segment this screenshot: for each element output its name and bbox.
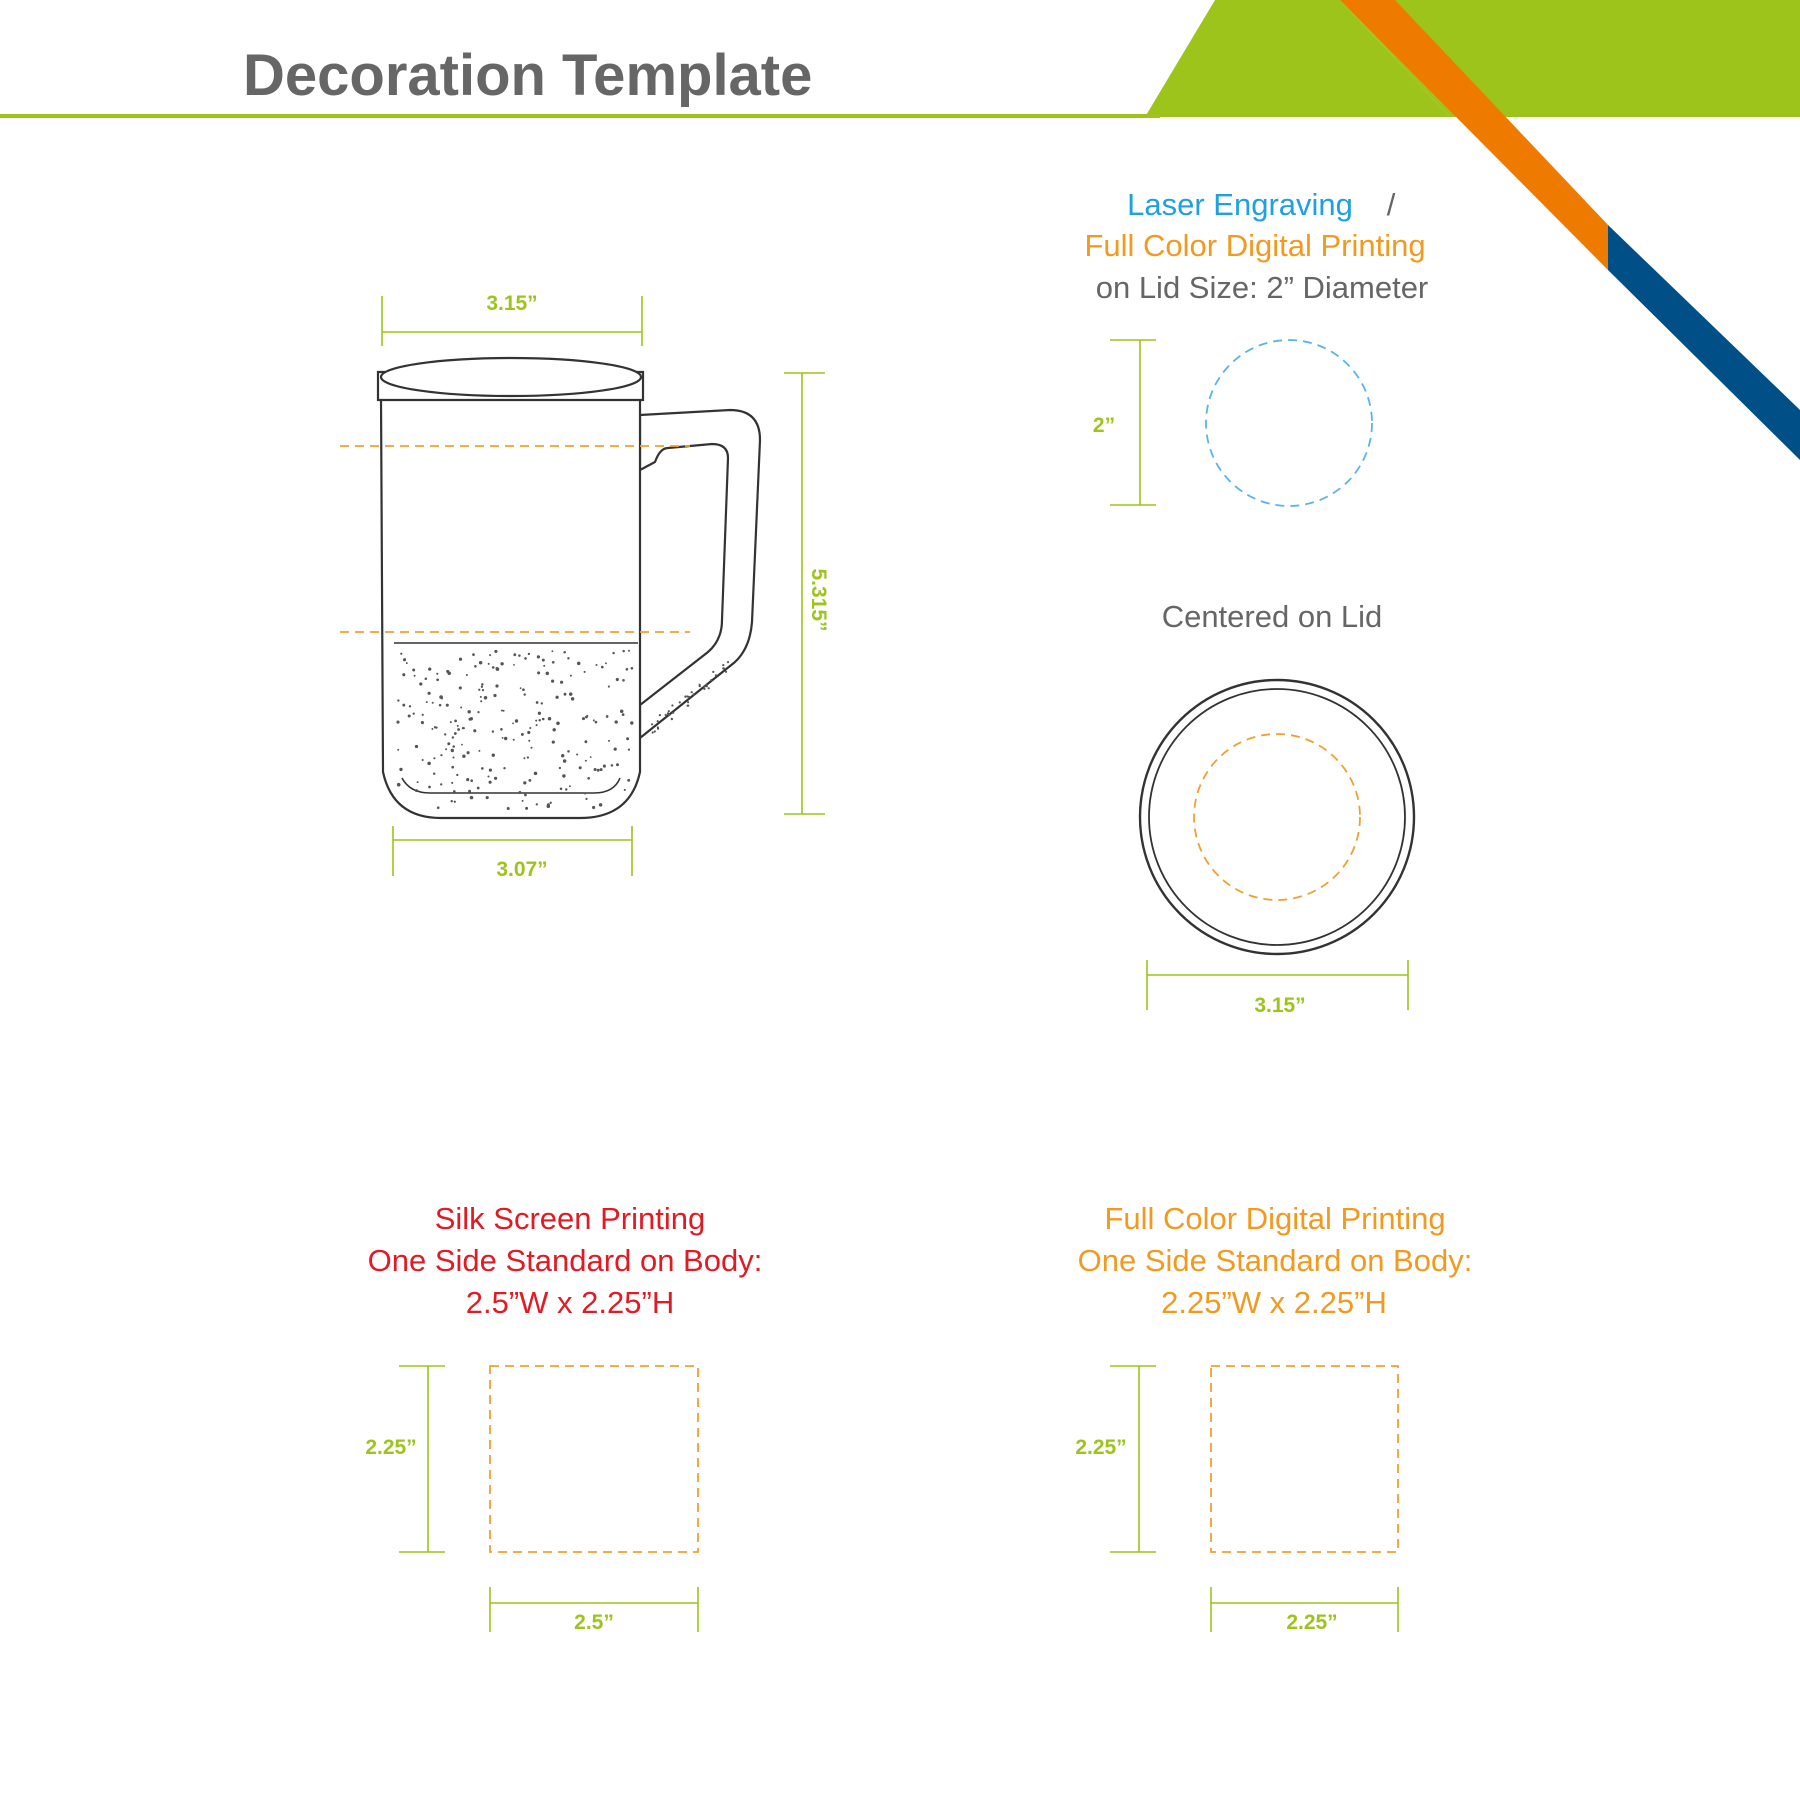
header xyxy=(0,0,1800,460)
mug-handle xyxy=(640,410,760,738)
digital-body-line1: Full Color Digital Printing xyxy=(1104,1201,1446,1236)
mug-top-width-label: 3.15” xyxy=(486,292,538,315)
lid-outer-circle xyxy=(1140,680,1414,954)
silk-screen-width-dimension xyxy=(490,1587,698,1634)
silk-screen-width-label: 2.5” xyxy=(574,1611,614,1634)
silk-screen-height-label: 2.25” xyxy=(365,1436,417,1459)
mug-bottom-width-label: 3.07” xyxy=(496,858,548,881)
silk-screen-print-area xyxy=(490,1366,698,1552)
lid-size-text: on Lid Size: 2” Diameter xyxy=(1095,270,1429,305)
page-title: Decoration Template xyxy=(243,43,813,108)
mug-height-dimension xyxy=(784,373,830,814)
mug-bottom-width-dimension xyxy=(393,826,632,881)
lid-width-dimension xyxy=(1147,960,1408,1017)
lid-diameter-dimension xyxy=(1093,340,1156,505)
digital-body-height-label: 2.25” xyxy=(1075,1436,1127,1459)
lid-method-digital: Full Color Digital Printing xyxy=(1084,228,1426,263)
mug-height-label: 5.315” xyxy=(807,568,830,632)
digital-body-line3: 2.25”W x 2.25”H xyxy=(1161,1285,1387,1320)
digital-body-height-dimension xyxy=(1075,1366,1156,1552)
digital-body-width-label: 2.25” xyxy=(1286,1611,1338,1634)
lid-caption xyxy=(1084,187,1428,305)
digital-body-print-area xyxy=(1211,1366,1398,1552)
lid-width-label: 3.15” xyxy=(1254,994,1306,1017)
digital-body-caption xyxy=(1078,1201,1473,1320)
silk-screen-height-dimension xyxy=(365,1366,445,1552)
lid-diameter-label: 2” xyxy=(1092,414,1116,437)
mug-top-width-dimension xyxy=(382,292,642,346)
mug-lid-top xyxy=(381,358,641,396)
lid-top-view xyxy=(1140,680,1414,954)
lid-method-laser: Laser Engraving xyxy=(1127,187,1353,222)
digital-body-line2: One Side Standard on Body: xyxy=(1077,1243,1473,1278)
silk-screen-line3: 2.5”W x 2.25”H xyxy=(465,1285,675,1320)
header-navy-stripe xyxy=(1608,225,1800,460)
lid-centered-text: Centered on Lid xyxy=(1161,599,1383,634)
mug-illustration xyxy=(340,358,760,818)
lid-centered-print-circle xyxy=(1194,734,1360,900)
silk-screen-line2: One Side Standard on Body: xyxy=(367,1243,763,1278)
mug-body xyxy=(381,398,640,818)
lid-inner-circle xyxy=(1149,689,1405,945)
lid-print-area-circle xyxy=(1206,340,1372,506)
silk-screen-caption xyxy=(368,1201,763,1320)
digital-body-width-dimension xyxy=(1211,1587,1398,1634)
silk-screen-line1: Silk Screen Printing xyxy=(434,1201,706,1236)
lid-method-separator: / xyxy=(1386,187,1396,222)
